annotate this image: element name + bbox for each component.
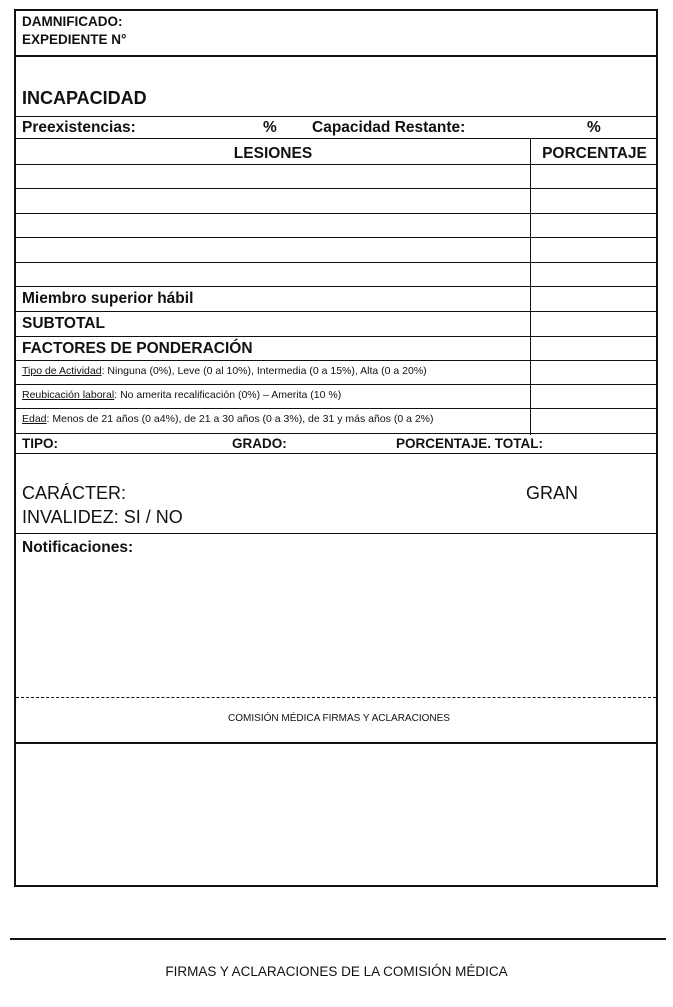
signature-area <box>16 745 656 885</box>
gran-label: GRAN <box>526 483 579 503</box>
edad-text: : Menos de 21 años (0 a4%), de 21 a 30 años (0 a 3%), de 31 y más años (0 a 2%) <box>46 413 434 425</box>
reubicacion-label: Reubicación laboral <box>22 389 115 401</box>
divider <box>16 138 656 139</box>
invalidez-label: INVALIDEZ: SI / NO <box>22 507 183 527</box>
grado-label: GRADO: <box>232 436 287 451</box>
porcentaje-total-label: PORCENTAJE. TOTAL: <box>396 436 544 451</box>
comision-firmas-label: COMISIÓN MÉDICA FIRMAS Y ACLARACIONES <box>228 713 450 724</box>
preexistencias-pct: % <box>263 119 277 136</box>
tipo-label: TIPO: <box>22 436 58 451</box>
row-line <box>16 213 656 214</box>
row-line <box>16 188 656 189</box>
expediente-label: EXPEDIENTE N° <box>22 32 127 47</box>
row-line <box>16 453 656 454</box>
footer-firmas-label: FIRMAS Y ACLARACIONES DE LA COMISIÓN MÉDICA <box>165 964 508 979</box>
subtotal-label: SUBTOTAL <box>22 315 105 332</box>
incapacidad-title: INCAPACIDAD <box>22 88 147 108</box>
row-line <box>16 533 656 534</box>
edad-row <box>22 413 434 425</box>
col-porcentaje: PORCENTAJE <box>542 145 647 162</box>
row-line <box>16 237 656 238</box>
divider <box>16 116 656 117</box>
footer-line <box>10 938 666 940</box>
reubicacion-row <box>22 389 341 401</box>
capacidad-restante-pct: % <box>587 119 601 136</box>
col-lesiones: LESIONES <box>233 145 313 162</box>
header-divider <box>16 55 656 57</box>
dashed-divider <box>16 697 656 698</box>
row-line <box>16 433 656 434</box>
row-line <box>16 286 656 287</box>
tipo-actividad-row <box>22 365 427 377</box>
row-line <box>16 262 656 263</box>
preexistencias-label: Preexistencias: <box>22 119 136 136</box>
signature-divider <box>16 742 656 744</box>
divider <box>16 164 656 165</box>
row-line <box>16 336 656 337</box>
disability-form <box>14 9 658 887</box>
row-line <box>16 360 656 361</box>
row-line <box>16 311 656 312</box>
edad-label: Edad <box>22 413 47 425</box>
factores-label: FACTORES DE PONDERACIÓN <box>22 340 253 357</box>
capacidad-restante-label: Capacidad Restante: <box>312 119 466 136</box>
reubicacion-text: : No amerita recalificación (0%) – Amerita (10 %) <box>114 389 342 401</box>
damnificado-label: DAMNIFICADO: <box>22 14 123 29</box>
caracter-label: CARÁCTER: <box>22 483 127 503</box>
miembro-superior-label: Miembro superior hábil <box>22 290 194 307</box>
tipo-actividad-text: : Ninguna (0%), Leve (0 al 10%), Intermedia (0 a 15%), Alta (0 a 20%) <box>101 365 427 377</box>
notificaciones-label: Notificaciones: <box>22 539 134 556</box>
row-line <box>16 408 656 409</box>
row-line <box>16 384 656 385</box>
tipo-actividad-label: Tipo de Actividad <box>22 365 102 377</box>
